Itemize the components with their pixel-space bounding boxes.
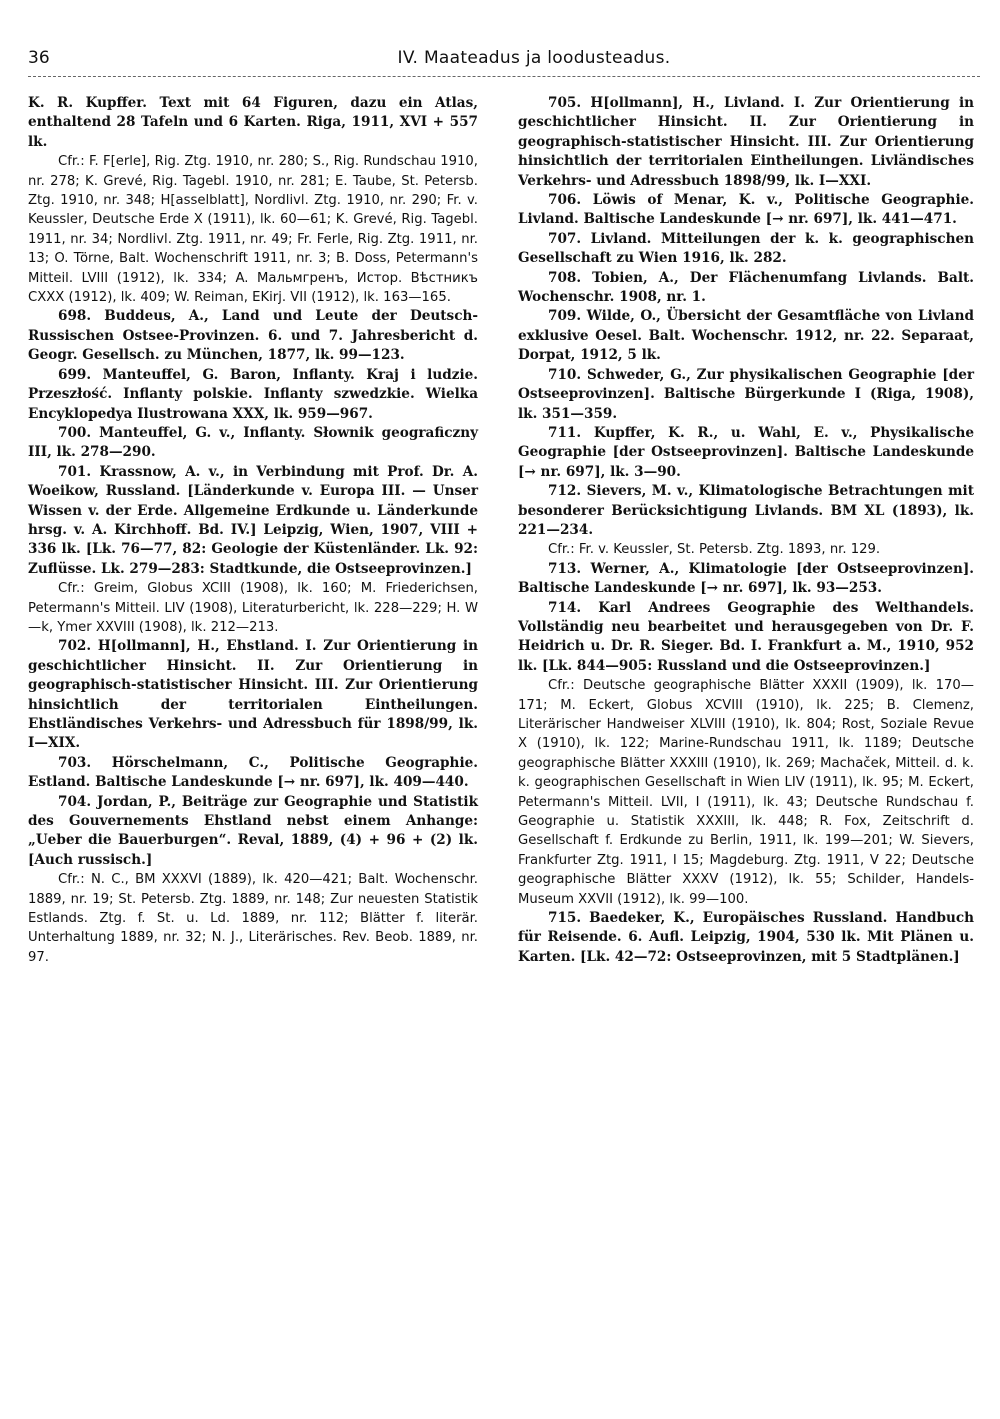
page-header <box>28 42 980 82</box>
bibliography-entry: 706. Löwis of Menar, K. v., Politische Geographie. Livland. Baltische Landeskunde [→ nr. 697], lk. 441—471. <box>518 192 974 228</box>
header-rule <box>28 76 980 77</box>
bibliography-entry: 708. Tobien, A., Der Flächenumfang Livlands. Balt. Wochenschr. 1908, nr. 1. <box>518 269 974 306</box>
bibliography-entry: 713. Werner, A., Klimatologie [der Ostseeprovinzen]. Baltische Landeskunde [→ nr. 697], lk. 93—253. <box>518 560 974 597</box>
citation-paragraph: Cfr.: Greim, Globus XCIII (1908), lk. 160; M. Friederichsen, Petermann's Mitteil. LIV (1908), Literaturbericht, lk. 228—229; H. W—k, Ymer XXVIII (1908), lk. 212—213. <box>28 581 478 635</box>
bibliography-entry: 704. Jordan, P., Beiträge zur Geographie und Statistik des Gouvernements Ehstland nebst einem Anhange: „Ueber die Bauerburgen“. Reval, 1889, (4) + 96 + (2) lk. [Auch russisch.] <box>28 793 478 868</box>
bibliography-entry: 698. Buddeus, A., Land und Leute der Deutsch-Russischen Ostsee-Provinzen. 6. und 7. Jahresbericht d. Geogr. Gesellsch. zu München, 1877, lk. 99—123. <box>28 308 478 364</box>
citation-paragraph: Cfr.: N. C., BM XXXVI (1889), lk. 420—421; Balt. Wochenschr. 1889, nr. 19; St. Petersb. Ztg. 1889, nr. 148; Zur neuesten Statistik Estlands. Ztg. f. St. u. Ld. 1889, nr. 112; Blätter f. literär. Unterhaltung 1889, nr. 32; N. J., Literärisches. Rev. Beob. 1889, nr. 97. <box>28 872 478 965</box>
bibliography-entry: 705. H[ollmann], H., Livland. I. Zur Orientierung in geschichtlicher Hinsicht. II. Zur Orientierung in geographisch-statistischer Hinsicht. III. Zur Orientierung hinsichtlich der territorialen Eintheilungen. Livländisches Verkehrs- und Adressbuch 1898/99, lk. I—XXI. <box>518 95 974 189</box>
bibliography-entry: 709. Wilde, O., Übersicht der Gesamtfläche von Livland exklusive Oesel. Balt. Wochenschr. 1912, nr. 22. Separaat, Dorpat, 1912, 5 lk. <box>518 308 974 364</box>
bibliography-entry: 715. Baedeker, K., Europäisches Russland. Handbuch für Reisende. 6. Aufl. Leipzig, 1904, 530 lk. Mit Plänen u. Karten. [Lk. 42—72: Ostseeprovinzen, mit 5 Stadtplänen.] <box>518 910 974 965</box>
bibliography-entry: 702. H[ollmann], H., Ehstland. I. Zur Orientierung in geschichtlicher Hinsicht. II. Zur Orientierung in geographisch-statistischer Hinsicht. III. Zur Orientierung hinsichtlich der territorialen Eintheilungen. Ehstländisches Verkehrs- und Adressbuch für 1898/99, lk. I—XIX. <box>28 638 478 752</box>
citation-paragraph: Cfr.: Fr. v. Keussler, St. Petersb. Ztg. 1893, nr. 129. <box>548 542 881 558</box>
bibliography-entry: 714. Karl Andrees Geographie des Welthandels. Vollständig neu bearbeitet und herausgegeben von Dr. F. Heidrich u. Dr. R. Sieger. Bd. I. Frankfurt a. M., 1910, 952 lk. [Lk. 844—905: Russland und die Ostseeprovinzen.] <box>518 599 974 674</box>
citation-paragraph: Cfr.: F. F[erle], Rig. Ztg. 1910, nr. 280; S., Rig. Rundschau 1910, nr. 278; K. Grevé, Rig. Tagebl. 1910, nr. 281; E. Taube, St. Petersb. Ztg. 1910, nr. 348; H[asselblatt], Nordlivl. Ztg. 1910, nr. 290; Fr. v. Keussler, Deutsche Erde X (1911), lk. 60—61; K. Grevé, Rig. Tagebl. 1911, nr. 34; Nordlivl. Ztg. 1911, nr. 49; Fr. Ferle, Rig. Ztg. 1911, nr. 13; O. Törne, Balt. Wochenschrift 1911, nr. 3; B. Doss, Petermann's Mitteil. LVIII (1912), lk. 334; A. Мальмгренъ, Истор. Вѣстникъ CXXX (1912), lk. 409; W. Reiman, EKirj. VII (1912), lk. 163—165. <box>28 154 478 306</box>
page-number: 36 <box>28 48 50 68</box>
bibliography-entry: 707. Livland. Mitteilungen der k. k. geographischen Gesellschaft zu Wien 1916, lk. 282. <box>518 230 974 267</box>
bibliography-entry: 712. Sievers, M. v., Klimatologische Betrachtungen mit besonderer Berücksichtigung Livlands. BM XL (1893), lk. 221—234. <box>518 483 974 538</box>
bibliography-entry: 711. Kupffer, K. R., u. Wahl, E. v., Physikalische Geographie [der Ostseeprovinzen]. Baltische Landeskunde [→ nr. 697], lk. 3—90. <box>518 424 974 480</box>
running-head: IV. Maateadus ja loodusteadus. <box>397 48 671 68</box>
right-column <box>518 94 974 967</box>
bibliography-entry: 701. Krassnow, A. v., in Verbindung mit Prof. Dr. A. Woeikow, Russland. [Länderkunde v. Europa III. — Unser Wissen v. der Erde. Allgemeine Erdkunde u. Länderkunde hrsg. v. A. Kirchhoff. Bd. IV.] Leipzig, Wien, 1907, VIII + 336 lk. [Lk. 76—77, 82: Geologie der Küstenländer. Lk. 92: Zuflüsse. Lk. 279—283: Stadtkunde, die Ostseeprovinzen.] <box>28 463 478 577</box>
citation-paragraph: Cfr.: Deutsche geographische Blätter XXXII (1909), lk. 170—171; M. Eckert, Globus XCVIII (1910), lk. 225; B. Clemenz, Literärischer Handweiser XLVIII (1910), lk. 804; Rost, Soziale Revue X (1910), lk. 122; Marine-Rundschau 1911, lk. 1189; Deutsche geographische Blätter XXXIII (1910), lk. 269; Machaček, Mitteil. d. k. k. geographischen Gesellschaft in Wien LIV (1911), lk. 95; M. Eckert, Petermann's Mitteil. LVII, I (1911), lk. 43; Deutsche Rundschau f. Geographie u. Statistik XXXIII, lk. 448; R. Fox, Zeitschrift d. Gesellschaft f. Erdkunde zu Berlin, 1911, lk. 199—201; W. Sievers, Frankfurter Ztg. 1911, I 15; Magdeburg. Ztg. 1911, V 22; Deutsche geographische Blätter XXXV (1912), lk. 55; Schilder, Handels-Museum XXVII (1912), lk. 99—100. <box>518 678 974 907</box>
bibliography-entry: 700. Manteuffel, G. v., Inflanty. Słownik geograficzny III, lk. 278—290. <box>28 424 478 461</box>
bibliography-entry: 703. Hörschelmann, C., Politische Geographie. Estland. Baltische Landeskunde [→ nr. 697], lk. 409—440. <box>28 754 478 791</box>
bibliography-entry: K. R. Kupffer. Text mit 64 Figuren, dazu ein Atlas, enthaltend 28 Tafeln und 6 Karten. Riga, 1911, XVI + 557 lk. <box>28 95 478 150</box>
left-column <box>28 94 478 967</box>
bibliography-entry: 699. Manteuffel, G. Baron, Inflanty. Kraj i ludzie. Przeszłość. Inflanty polskie. Inflanty szwedzkie. Wielka Encyklopedya Ilustrowana XXX, lk. 959—967. <box>28 366 478 422</box>
bibliography-entry: 710. Schweder, G., Zur physikalischen Geographie [der Ostseeprovinzen]. Baltische Bürgerkunde I (Riga, 1908), lk. 351—359. <box>518 366 974 422</box>
